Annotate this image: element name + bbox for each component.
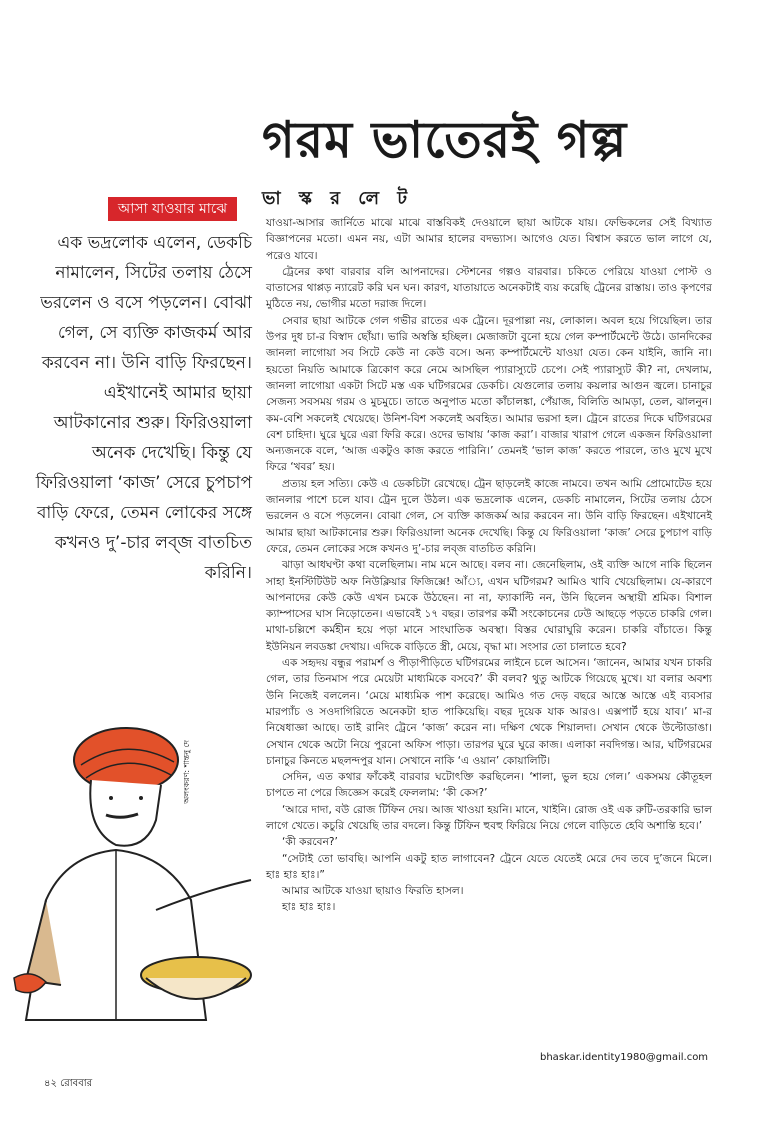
paragraph: সেদিন, এত কথার ফাঁকেই বারবার ঘটোৎক্তি করছিলেন। ‘শালা, ভুল হয়ে গেল।’ একসময় কৌতূহল চাপতে না পেরে জিজ্ঞেস করেই ফেললাম: ‘কী কেস?’ — [266, 771, 712, 800]
face-shape — [90, 780, 161, 846]
paragraph: ট্রেনের কথা বারবার বলি আপনাদের। স্টেশনের গল্পও বারবার। চকিতে পেরিয়ে যাওয়া পোস্ট ও বাতাসের থাপ্পড় ন্যারেট করি ঘন ঘন। কারণ, যাতায়াতে অনেকটাই ব্যয় করেছি ট্রেনের রাস্তায়। তাও কৃপণের মুঠিতে নয়, ভোগীর মতো দরাজ দিলে। — [266, 265, 712, 311]
author-name: ভা স্ক র লে ট — [262, 188, 414, 209]
paragraph: “সেটাই তো ভাবছি। আপনি একটু হাত লাগাবেন? ট্রেনে যেতে যেতেই মেরে দেব তবে দু’জনে মিলে। হাঃ হাঃ হাঃ।” — [266, 852, 712, 881]
paragraph: যাওয়া-আসার জার্নিতে মাঝে মাঝে বাস্তবিকই দেওয়ালে ছায়া আটকে যায়। ফেভিকলের সেই বিখ্যাত বিজ্ঞাপনের মতো। এমন নয়, এটা আমার হালের বদভ্যাস। আগেও যেত। বিশ্বাস করতে ভাল লাগে যে, পরেও যাবে। — [266, 217, 712, 262]
author-email[interactable]: bhaskar.identity1980@gmail.com — [540, 1052, 709, 1063]
paragraph: সেবার ছায়া আটকে গেল গভীর রাতের এক ট্রেনে। দূরপাল্লা নয়, লোকাল। অবল হয়ে গিয়েছিল। তার উপর দুধ চা-র বিস্বাদ ছোঁয়া। ভারি অস্বস্তি হচ্ছিল। মেজাজটা বুনো হয়ে গেল কম্পার্টমেন্টে উঠে। ডানদিকের জানলা লাগোয়া সব সিটে কেউ না কেউ বসে। অন্য কম্পার্টমেন্টে যাওয়া যেত। কেন যাইনি, জানি না। হয়তো নিয়তি আমাকে ত্রিকোণ করে নেমে আসছিল প্যারাস্যুটে চেপে। সেই প্যারাস্যুট কী? না, দেখলাম, জানলা লাগোয়া একটা সিটে মস্ত এক ঘটিগরমের ডেকচি। যেগুলোর তলায় কয়লার আগুন জ্বলে। চানাচুর সেজন্য সবসময় গরম ও মুচমুচে। তাতে অনুপাত মতো কাঁচালঙ্কা, পেঁয়াজ, বিলিতি আমড়া, তেল, ঝালনুন। কম-বেশি সকলেই খেয়েছে। উনিশ-বিশ সকলেই অবহিত। আমার ভরসা হল। ট্রেনে রাতের দিকে ঘটিগরমের বেশ চাহিদা। ঘুরে ঘুরে এরা ফিরি করে। ওদের ভাষায় ‘কাজ করা’। বাজার খারাপ গেলে একজন ফিরিওয়ালা অন্যজনকে বলে, ‘আজ একটুও কাজ করতে পারিনি।’ তেমনই ‘ভাল কাজ’ করতে পারলে, তাও মুখে মুখে ফিরে ‘খবর’ হয়। — [266, 314, 712, 474]
paragraph: আমার আটকে যাওয়া ছায়াও ফিরতি হাসল। — [282, 885, 464, 898]
paragraph: ঝাড়া আধঘণ্টা কথা বলেছিলাম। নাম মনে আছে। বলব না। জেনেছিলাম, ওই ব্যক্তি আগে নাকি ছিলেন সাহা ইনস্টিটিউট অফ নিউক্লিয়ার ফিজিক্সে! আঁ্য, এখন ঘটিগরম? আমিও খাবি খেয়েছিলাম। যে-কারণে আপনাদের কেউ কেউ এখন চমকে উঠছেন। না না, ফ্যাকাল্টি নন, উনি ছিলেন অস্থায়ী শ্রমিক। বিশাল ক্যাম্পাসের ঘাস নিড়োতেন। এভাবেই ১৭ বছর। তারপর কর্মী সংকোচনের ঢেউ আছড়ে পড়তে চাকরি গেল। মাথা-চল্লিশে কর্মহীন হয়ে পড়া মানে সাংঘাতিক অবস্থা। বিস্তর ঘোরাঘুরি করেন। চাকরি বাঁচাতে। কিন্তু ইউনিয়ন লবডঙ্কা দেখায়। এদিকে বাড়িতে স্ত্রী, মেয়ে, বৃদ্ধা মা। সংসার তো চালাতে হবে? — [266, 559, 712, 653]
column-tag: আসা যাওয়ার মাঝে — [108, 197, 237, 221]
pull-quote-text: এক ভদ্রলোক এলেন, ডেকচি নামালেন, সিটের তলায় ঠেসে ভরলেন ও বসে পড়লেন। বোঝা গেল, সে ব্যক্তি কাজকর্ম আর করবেন না। উনি বাড়ি ফিরছেন। এইখানেই আমার ছায়া আটকানোর শুরু। ফিরিওয়ালা অনেক দেখেছি। কিন্তু যে ফিরিওয়ালা ‘কাজ’ সেরে চুপচাপ বাড়ি ফেরে, তেমন লোকের সঙ্গে কখনও দু’-চার লব্‌জ বাতচিত করিনি। — [35, 233, 252, 583]
page-footer: ৪২ রোববার — [44, 1078, 93, 1089]
paragraph: ‘কী করবেন?’ — [282, 836, 338, 849]
paragraph: এক সহৃদয় বন্ধুর পরামর্শ ও পীড়াপীড়িতে ঘটিগরমের লাইনে চলে আসেন। ‘জানেন, আমার যখন চাকরি গেল, তার তিনমাস পরে মেয়েটা মাধ্যমিকে বসবে?’ কী বলব? থুতু আটকে গিয়েছে মুখে। যা বলার অবশ্য উনি নিজেই বললেন। ‘মেয়ে মাধ্যমিক পাশ করেছে। আমিও গত দেড় বছরে আস্তে আস্তে এই ব্যবসার মারপ্যাঁচ ও সওদাগিরিতে অনেকটা হাত পাকিয়েছি। বছর দুয়েক যাক আরও। এক্সপার্ট হয়ে যাব।’ মা-র নিষেধাজ্ঞা আছে। তাই রানিং ট্রেনে ‘কাজ’ করেন না। দক্ষিণ থেকে শিয়ালদা। সেখান থেকে উল্টোডাঙা। সেখান থেকে অটো নিয়ে পুরনো অফিস পাড়া। তারপর ঘুরে ঘুরে কাজ। এলাকা নবদিগন্ত। আর, ঘটিগরমের চানাচুর কিনতে মছলন্দপুর যান। সেখানে নাকি ‘এ ওয়ান’ কোয়ালিটি। — [266, 657, 712, 767]
illustration-credit: অলংকরণ: শান্তনু দে — [182, 740, 191, 804]
article-title: গরম ভাতেরই গল্প — [262, 111, 628, 169]
paragraph: প্রত্যয় হল সত্যি। কেউ এ ডেকচিটা রেখেছে। ট্রেন ছাড়লেই কাজে নামবে। তখন আমি প্রোমোটেড হয়ে জানলার পাশে চলে যাব। ট্রেন দুলে উঠল। এক ভদ্রলোক এলেন, ডেকচি নামালেন, সিটের তলায় ঠেসে ভরলেন ও বসে পড়লেন। বোঝা গেল, সে ব্যক্তি কাজকর্ম আর করবেন না। উনি বাড়ি ফিরছেন। এইখানেই আমার ছায়া আটকানোর শুরু। ফিরিওয়ালা অনেক দেখেছি। কিন্তু যে ফিরিওয়ালা ‘কাজ’ সেরে চুপচাপ বাড়ি ফেরে, তেমন লোকের সঙ্গে কখনও দু’-চার লব্‌জ বাতচিত করিনি। — [266, 477, 712, 555]
article-body — [266, 215, 712, 916]
paragraph: ‘আরে দাদা, বউ রোজ টিফিন দেয়। আজ খাওয়া হয়নি। মানে, খাইনি। রোজ ওই এক রুটি-তরকারি ভাল লাগে খেতে। কচুরি খেয়েছি তার বদলে। কিন্তু টিফিন হুবহু ফিরিয়ে নিয়ে গেলে বাড়িতে হেবি অশান্তি হবে।’ — [266, 803, 712, 832]
paragraph: হাঃ হাঃ হাঃ। — [282, 901, 336, 914]
pull-quote — [28, 228, 252, 588]
vendor-illustration — [6, 720, 261, 1030]
